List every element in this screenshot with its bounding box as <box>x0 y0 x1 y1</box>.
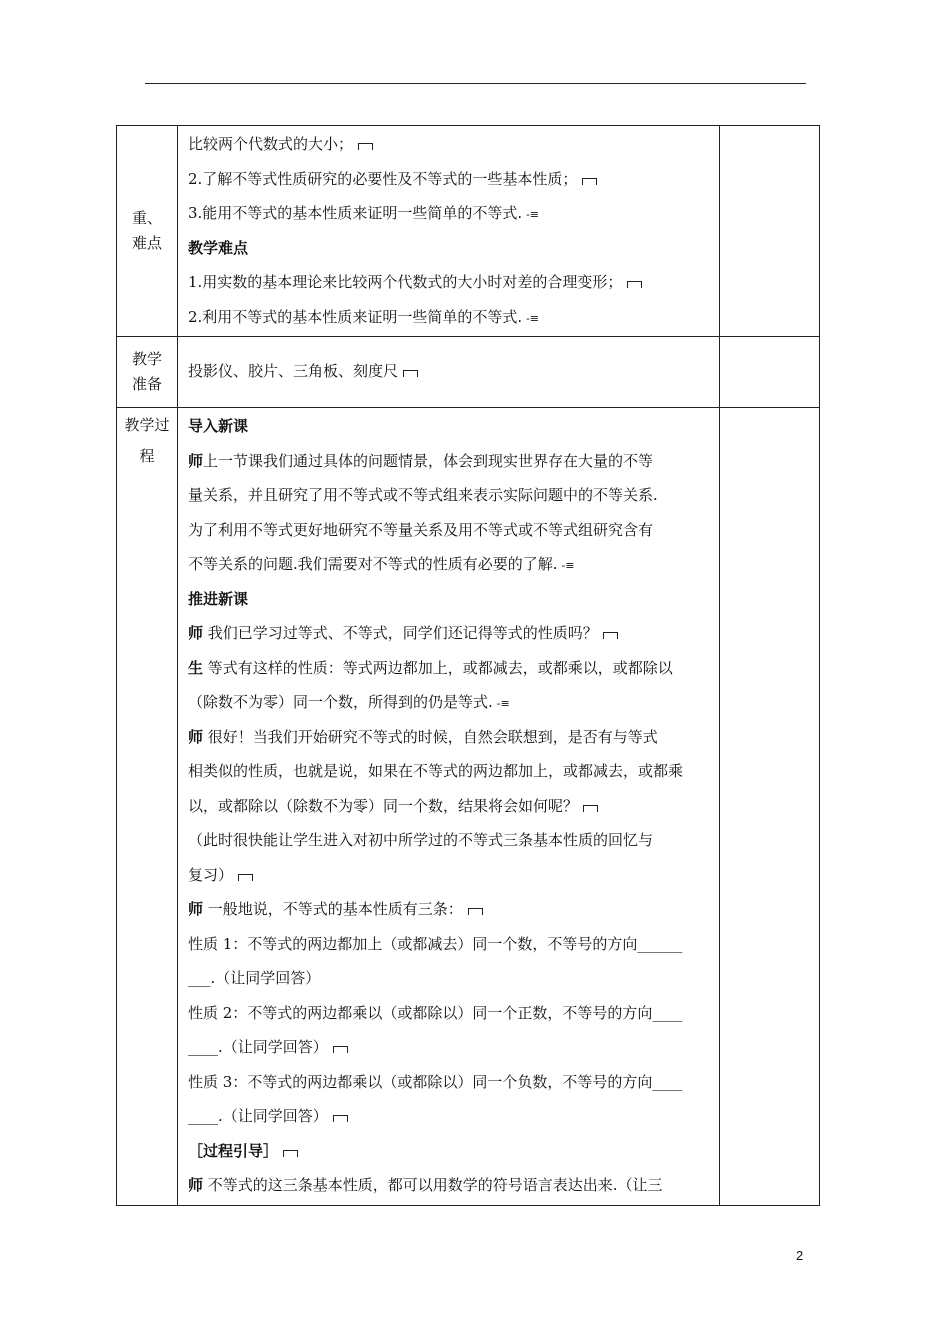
speaker-label: 师 <box>188 1176 204 1194</box>
line-text: ____.（让同学回答） <box>188 1038 328 1056</box>
line-text: 推进新课 <box>188 589 249 608</box>
paragraph-end-mark-icon: -≡ <box>496 697 510 710</box>
speaker-label: 师 <box>188 451 204 470</box>
text-line <box>188 354 713 389</box>
row-label: 教学过 程 <box>124 416 170 465</box>
text-line <box>188 513 713 548</box>
line-text: 一般地说，不等式的基本性质有三条： <box>203 900 463 918</box>
paragraph-mark-icon <box>603 632 618 639</box>
line-text: 1.用实数的基本理论来比较两个代数式的大小时对差的合理变形； <box>188 273 623 291</box>
text-line <box>188 720 713 755</box>
line-text: 很好！当我们开始研究不等式的时候，自然会联想到，是否有与等式 <box>203 727 658 746</box>
row-content-cell <box>178 337 720 408</box>
header-rule <box>145 83 806 84</box>
text-line <box>188 162 713 197</box>
text-line <box>188 651 713 686</box>
text-line <box>188 300 713 335</box>
speaker-label: 生 <box>188 658 204 677</box>
line-text: 相类似的性质，也就是说，如果在不等式的两边都加上，或都减去，或都乘 <box>188 762 684 780</box>
notes-cell <box>720 126 820 337</box>
line-text: 性质 3：不等式的两边都乘以（或都除以）同一个负数，不等号的方向____ <box>188 1072 683 1091</box>
text-line <box>188 265 713 300</box>
line-text: 性质 2：不等式的两边都乘以（或都除以）同一个正数，不等号的方向____ <box>188 1003 683 1022</box>
line-text: 我们已学习过等式、不等式，同学们还记得等式的性质吗？ <box>203 624 598 642</box>
row-label-cell <box>117 126 178 337</box>
speaker-label: 师 <box>188 900 204 918</box>
section-heading <box>188 231 713 266</box>
notes-cell <box>720 408 820 1206</box>
lesson-plan-table <box>116 125 820 1206</box>
preparation-content <box>178 353 719 391</box>
section-heading <box>188 409 713 444</box>
row-process <box>117 408 820 1206</box>
paragraph-end-mark-icon: -≡ <box>561 559 575 572</box>
line-text: 上一节课我们通过具体的问题情景，体会到现实世界存在大量的不等 <box>203 451 654 470</box>
row-label: 重、 难点 <box>131 209 162 252</box>
line-text: ［过程引导］ <box>188 1141 279 1160</box>
line-text: 教学难点 <box>188 238 249 257</box>
row-label-cell <box>117 408 178 1206</box>
text-line <box>188 892 713 927</box>
text-line <box>188 547 713 582</box>
page-number: 2 <box>796 1248 804 1263</box>
notes-cell <box>720 337 820 408</box>
line-text: 导入新课 <box>188 417 249 435</box>
paragraph-mark-icon <box>238 874 253 881</box>
paragraph-mark-icon <box>582 178 597 185</box>
text-line <box>188 1065 713 1100</box>
text-line <box>188 1099 713 1134</box>
line-text: （此时很快能让学生进入对初中所学过的不等式三条基本性质的回忆与 <box>188 831 654 849</box>
line-text: 不等式的这三条基本性质，都可以用数学的符号语言表达出来.（让三 <box>203 1176 663 1194</box>
line-text: 以，或都除以（除数不为零）同一个数，结果将会如何呢？ <box>188 796 579 815</box>
paragraph-mark-icon <box>468 908 483 915</box>
section-heading <box>188 1134 713 1169</box>
text-line <box>188 685 713 720</box>
speaker-label: 师 <box>188 624 204 642</box>
row-key-points <box>117 126 820 337</box>
process-content <box>178 408 719 1205</box>
text-line <box>188 1030 713 1065</box>
text-line <box>188 789 713 824</box>
text-line <box>188 858 713 893</box>
speaker-label: 师 <box>188 727 204 746</box>
text-line <box>188 196 713 231</box>
line-text: 为了利用不等式更好地研究不等量关系及用不等式或不等式组研究含有 <box>188 520 654 539</box>
line-text: ____.（让同学回答） <box>188 1107 328 1125</box>
line-text: （除数不为零）同一个数，所得到的仍是等式. <box>188 693 493 711</box>
paragraph-mark-icon <box>333 1046 348 1053</box>
row-preparation <box>117 337 820 408</box>
paragraph-mark-icon <box>283 1150 298 1157</box>
line-text: 复习） <box>188 865 234 884</box>
section-heading <box>188 582 713 617</box>
line-text: 不等关系的问题.我们需要对不等式的性质有必要的了解. <box>188 555 558 573</box>
line-text: 2.了解不等式性质研究的必要性及不等式的一些基本性质； <box>188 169 578 188</box>
key-points-content <box>178 126 719 336</box>
line-text: 量关系，并且研究了用不等式或不等式组来表示实际问题中的不等关系. <box>188 486 658 504</box>
paragraph-mark-icon <box>583 805 598 812</box>
text-line <box>188 927 713 962</box>
paragraph-mark-icon <box>627 281 642 288</box>
text-line <box>188 127 713 162</box>
paragraph-mark-icon <box>358 143 373 150</box>
text-line <box>188 478 713 513</box>
text-line <box>188 616 713 651</box>
line-text: 投影仪、胶片、三角板、刻度尺 <box>188 362 399 381</box>
text-line <box>188 444 713 479</box>
row-content-cell <box>178 408 720 1206</box>
text-line <box>188 1168 713 1203</box>
text-line <box>188 996 713 1031</box>
line-text: ___.（让同学回答） <box>188 969 321 987</box>
text-line <box>188 961 713 996</box>
row-label: 教学 准备 <box>131 350 162 393</box>
paragraph-end-mark-icon: -≡ <box>526 208 540 221</box>
line-text: 比较两个代数式的大小； <box>188 135 354 153</box>
paragraph-mark-icon <box>333 1115 348 1122</box>
line-text: 2.利用不等式的基本性质来证明一些简单的不等式. <box>188 307 523 326</box>
line-text: 3.能用不等式的基本性质来证明一些简单的不等式. <box>188 204 523 222</box>
paragraph-end-mark-icon: -≡ <box>526 311 540 325</box>
row-content-cell <box>178 126 720 337</box>
line-text: 性质 1：不等式的两边都加上（或都减去）同一个数，不等号的方向______ <box>188 934 683 953</box>
text-line <box>188 754 713 789</box>
text-line <box>188 823 713 858</box>
row-label-cell <box>117 337 178 408</box>
paragraph-mark-icon <box>403 370 418 377</box>
line-text: 等式有这样的性质：等式两边都加上，或都减去，或都乘以，或都除以 <box>203 658 673 677</box>
